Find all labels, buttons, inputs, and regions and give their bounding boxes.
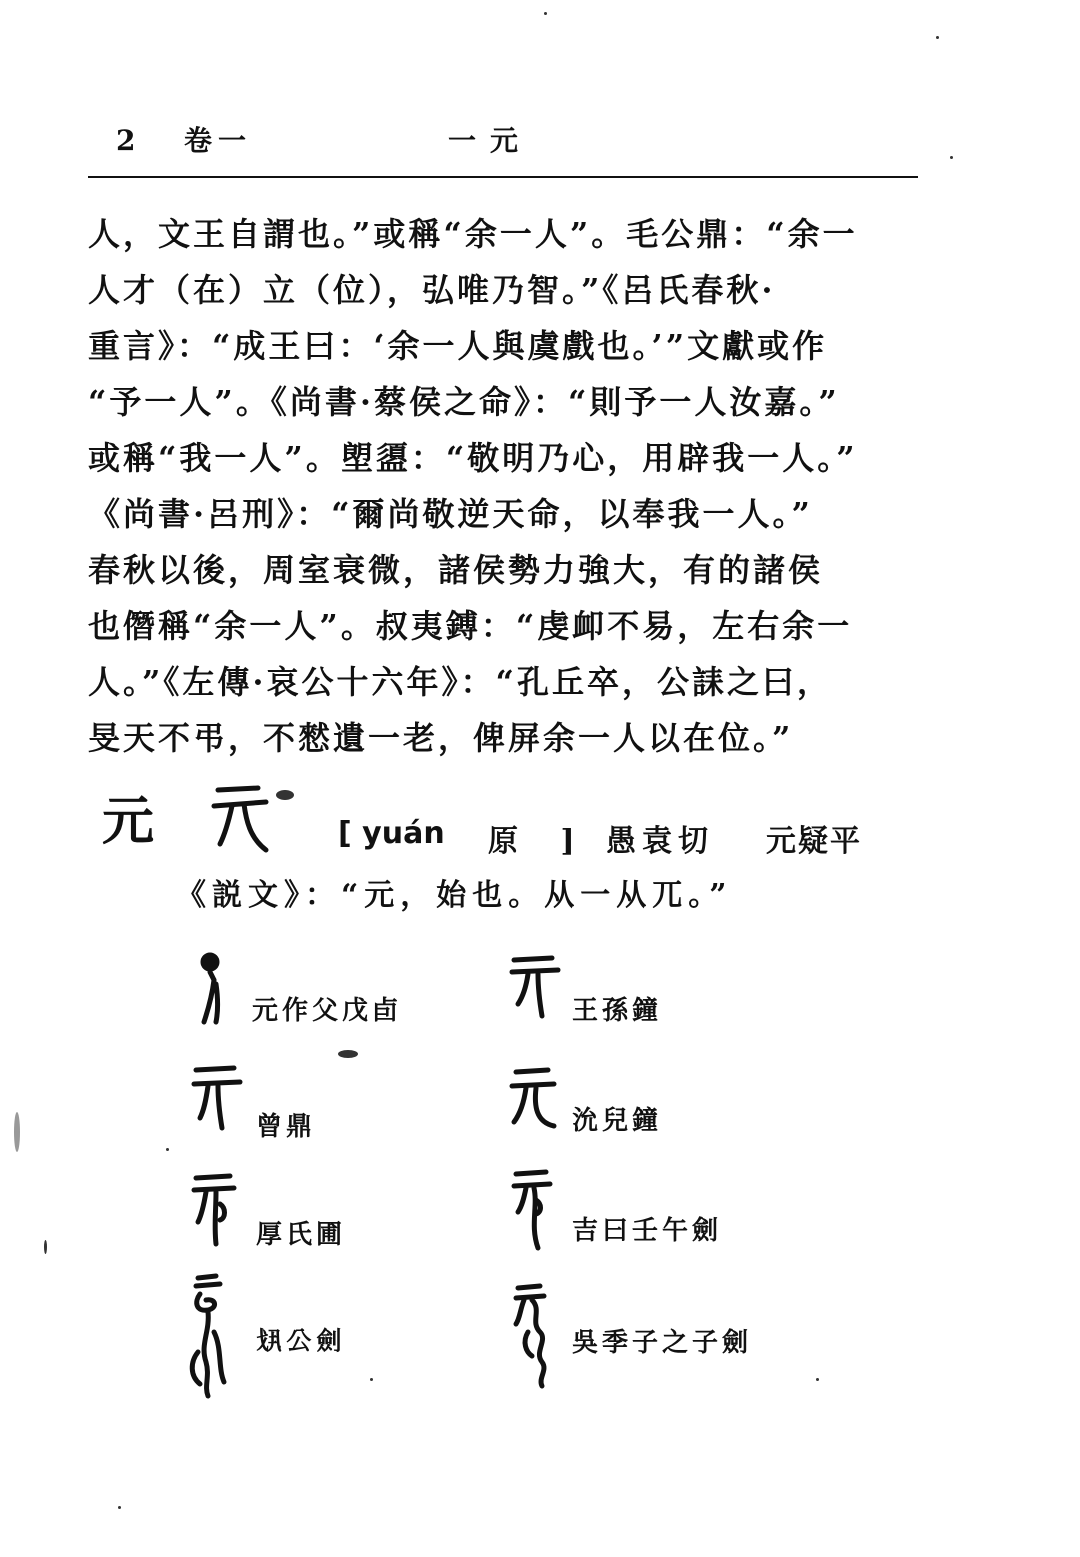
bronze-yuan-icon-2 — [508, 952, 568, 1022]
radical-label: 一元 — [448, 124, 533, 157]
bronze-yuan-icon-4 — [508, 1062, 568, 1142]
body-line: “予一人”。《尚書·蔡侯之命》：“則予一人汝嘉。” — [88, 383, 840, 421]
body-line: 人，文王自謂也。”或稱“余一人”。毛公鼎：“余一 — [88, 215, 858, 253]
form-source-1: 元作父戊卣 — [252, 996, 403, 1026]
header-rule — [88, 176, 918, 178]
body-line: 《尚書·呂刑》：“爾尚敬逆天命，以奉我一人。” — [88, 495, 813, 533]
volume-label: 卷一 — [184, 124, 253, 157]
bronze-yuan-icon-5 — [190, 1170, 250, 1250]
scan-speck — [816, 1378, 819, 1381]
scan-speck — [276, 790, 294, 800]
bronze-yuan-icon-3 — [190, 1062, 250, 1132]
body-line: 或稱“我一人”。塱盨：“敬明乃心，用辟我一人。” — [88, 439, 858, 477]
body-line: 人才（在）立（位），弘唯乃智。”《呂氏春秋· — [88, 271, 776, 309]
body-line: 也僭稱“余一人”。叔夷鎛：“虔卹不易，左右余一 — [88, 607, 853, 645]
form-source-8: 吳季子之子劍 — [572, 1328, 753, 1358]
scan-speck — [14, 1112, 20, 1152]
body-line: 人。”《左傳·哀公十六年》：“孔丘卒，公誄之曰， — [88, 663, 832, 701]
body-line: 春秋以後，周室衰微，諸侯勢力強大，有的諸侯 — [88, 551, 824, 589]
scan-speck — [950, 156, 953, 159]
pronunciation: [ yuán — [338, 816, 445, 851]
bronze-yuan-icon-1 — [192, 950, 252, 1030]
form-source-4: 沇兒鐘 — [572, 1106, 663, 1136]
scan-speck — [936, 36, 939, 39]
scan-speck — [370, 1378, 373, 1381]
form-source-3: 曾鼎 — [256, 1112, 317, 1142]
scan-speck — [44, 1240, 47, 1254]
bird-script-yuan-icon-7 — [186, 1272, 246, 1402]
scan-speck — [338, 1050, 358, 1058]
form-source-2: 王孫鐘 — [572, 996, 663, 1026]
scan-speck — [118, 1506, 121, 1509]
body-line: 旻天不弔，不憖遺一老，俾屏余一人以在位。” — [88, 719, 794, 757]
rhyme-category: 元疑平 — [766, 824, 862, 859]
scan-speck — [166, 1148, 169, 1151]
body-line: 重言》：“成王曰：‘余一人與虞戲也。’”文獻或作 — [88, 327, 828, 365]
scan-speck — [544, 12, 547, 15]
form-source-7: 𢦚公劍 — [256, 1327, 347, 1357]
form-source-6: 吉曰壬午劍 — [572, 1216, 723, 1246]
bird-script-yuan-icon-8 — [512, 1282, 572, 1392]
seal-script-yuan-icon — [210, 780, 280, 860]
page-number: 2 — [116, 124, 136, 157]
form-source-5: 厚氏圃 — [256, 1220, 347, 1250]
shuowen-quote: 《説文》：“元，始也。从一从兀。” — [176, 878, 733, 913]
homophone: 原 ] — [488, 824, 591, 859]
fanqie: 愚袁切 — [606, 824, 714, 859]
entry-head-char: 元 — [102, 791, 155, 852]
bronze-yuan-icon-6 — [510, 1166, 570, 1256]
body-text — [88, 206, 928, 766]
